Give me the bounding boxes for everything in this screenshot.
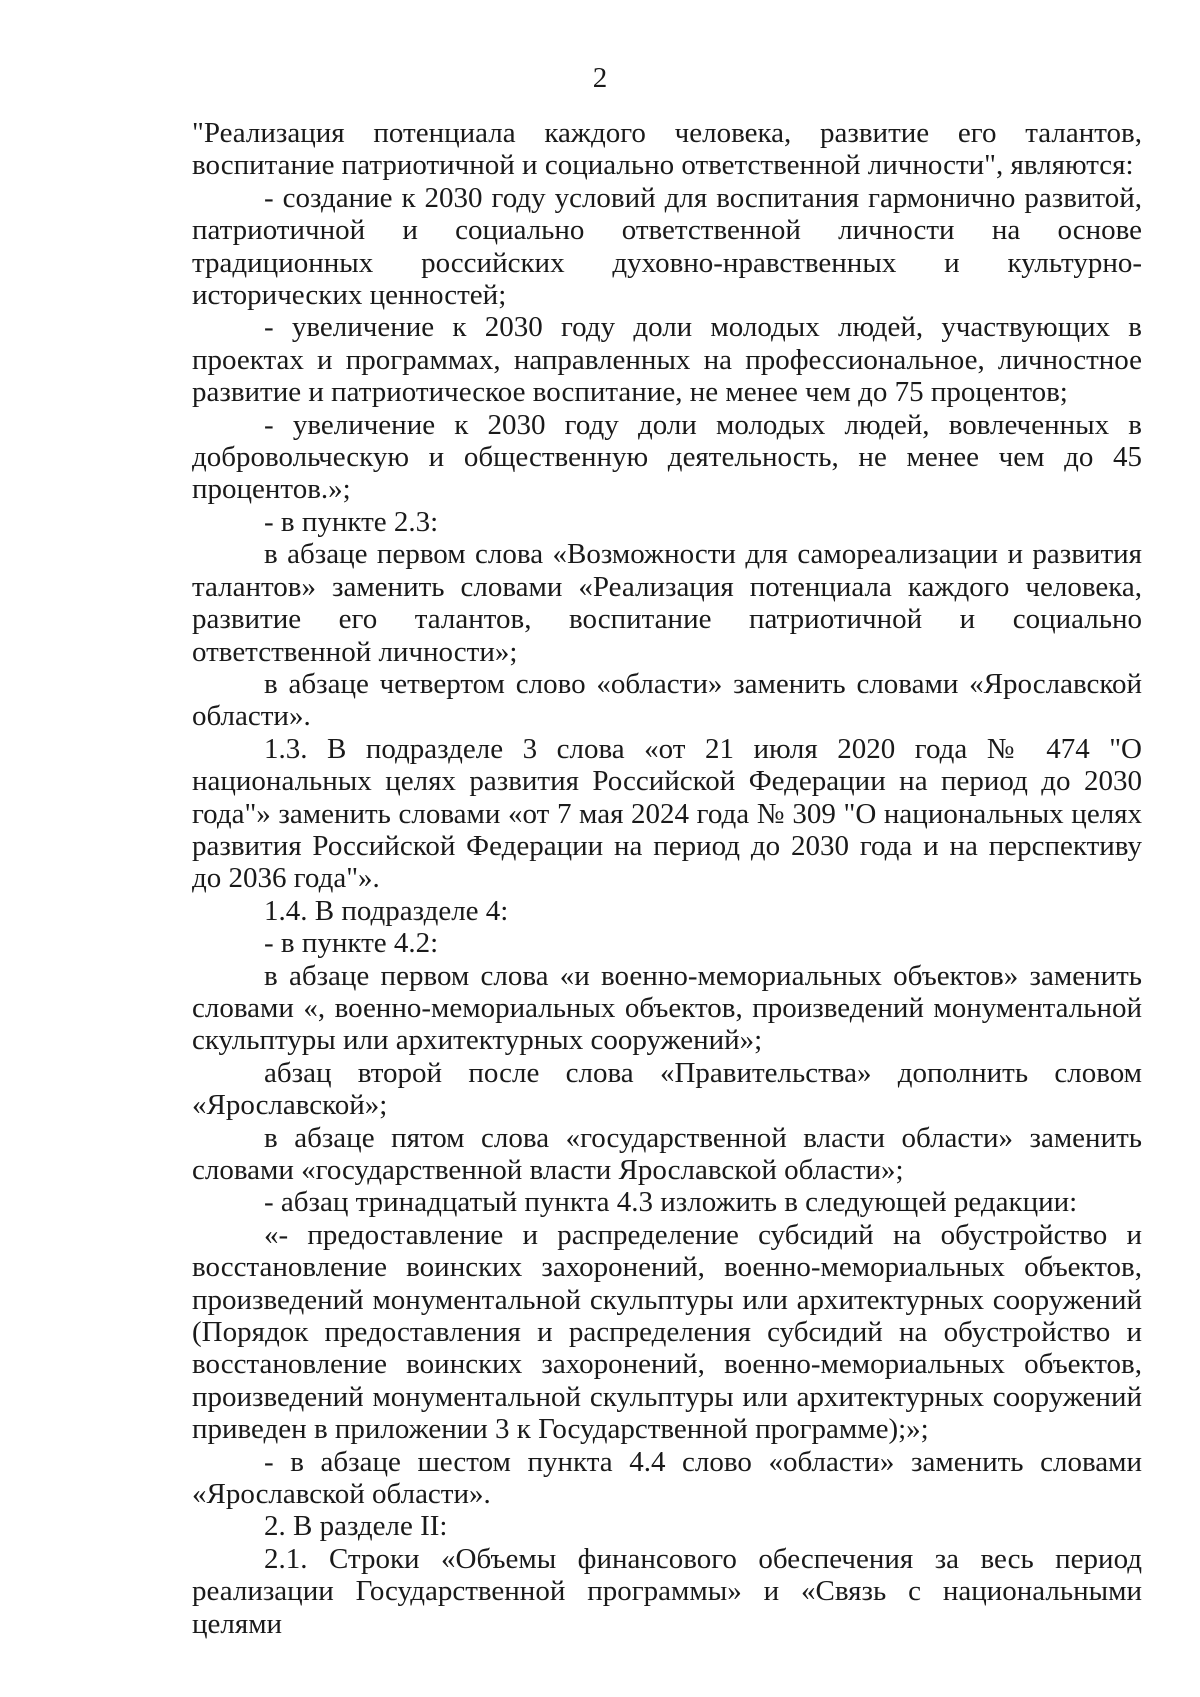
paragraph: в абзаце пятом слова «государственной власти области» заменить словами «государственной власти Ярославской области»;: [192, 1121, 1142, 1186]
paragraph: - в пункте 4.2:: [264, 927, 439, 960]
paragraph: 1.3. В подразделе 3 слова «от 21 июля 2020 года № 474 "О национальных целях развития Российской Федерации на период до 2030 года"» заменить словами «от 7 мая 2024 года № 309 "О национальных целях развития Российской Федерации на период до 2030 года и на перспективу до 2036 года"».: [192, 732, 1142, 895]
paragraph: - увеличение к 2030 году доли молодых людей, участвующих в проектах и программах, направленных на профессиональное, личностное развитие и патриотическое воспитание, не менее чем до 75 процентов;: [192, 311, 1142, 409]
paragraph: - увеличение к 2030 году доли молодых людей, вовлеченных в добровольческую и общественную деятельность, не менее чем до 45 процентов.»;: [192, 408, 1142, 506]
paragraph: в абзаце первом слова «Возможности для самореализации и развития талантов» заменить словами «Реализация потенциала каждого человека, развитие его талантов, воспитание патриотичной и социально ответственной личности»;: [192, 538, 1142, 668]
paragraph: 2. В разделе II:: [264, 1510, 448, 1543]
page-number: 2: [592, 62, 608, 94]
paragraph: 1.4. В подразделе 4:: [264, 894, 509, 927]
paragraph: - в пункте 2.3:: [264, 505, 439, 538]
paragraph: «- предоставление и распределение субсидий на обустройство и восстановление воинских захоронений, военно-мемориальных объектов, произведений монументальной скульптуры или архитектурных сооружений (Порядок предоставления и распределения субсидий на обустройство и восстановление воинских захоронений, военно-мемориальных объектов, произведений монументальной скульптуры или архитектурных сооружений приведен в приложении 3 к Государственной программе);»;: [192, 1218, 1142, 1446]
paragraph: в абзаце первом слова «и военно-мемориальных объектов» заменить словами «, военно-мемориальных объектов, произведений монументальной скульптуры или архитектурных сооружений»;: [192, 959, 1142, 1057]
paragraph: в абзаце четвертом слово «области» заменить словами «Ярославской области».: [192, 667, 1142, 733]
paragraph: абзац второй после слова «Правительства» дополнить словом «Ярославской»;: [192, 1056, 1142, 1122]
paragraph: - абзац тринадцатый пункта 4.3 изложить в следующей редакции:: [264, 1186, 1078, 1219]
document-body: [192, 117, 1142, 1640]
paragraph: - создание к 2030 году условий для воспитания гармонично развитой, патриотичной и социально ответственной личности на основе традиционных российских духовно-нравственных и культурно-исторических ценностей;: [192, 181, 1142, 312]
paragraph: - в абзаце шестом пункта 4.4 слово «области» заменить словами «Ярославской области».: [192, 1445, 1142, 1511]
paragraph: "Реализация потенциала каждого человека, развитие его талантов, воспитание патриотичной и социально ответственной личности", являются:: [192, 117, 1142, 182]
paragraph: 2.1. Строки «Объемы финансового обеспечения за весь период реализации Государственной программы» и «Связь с национальными целями: [192, 1542, 1142, 1640]
